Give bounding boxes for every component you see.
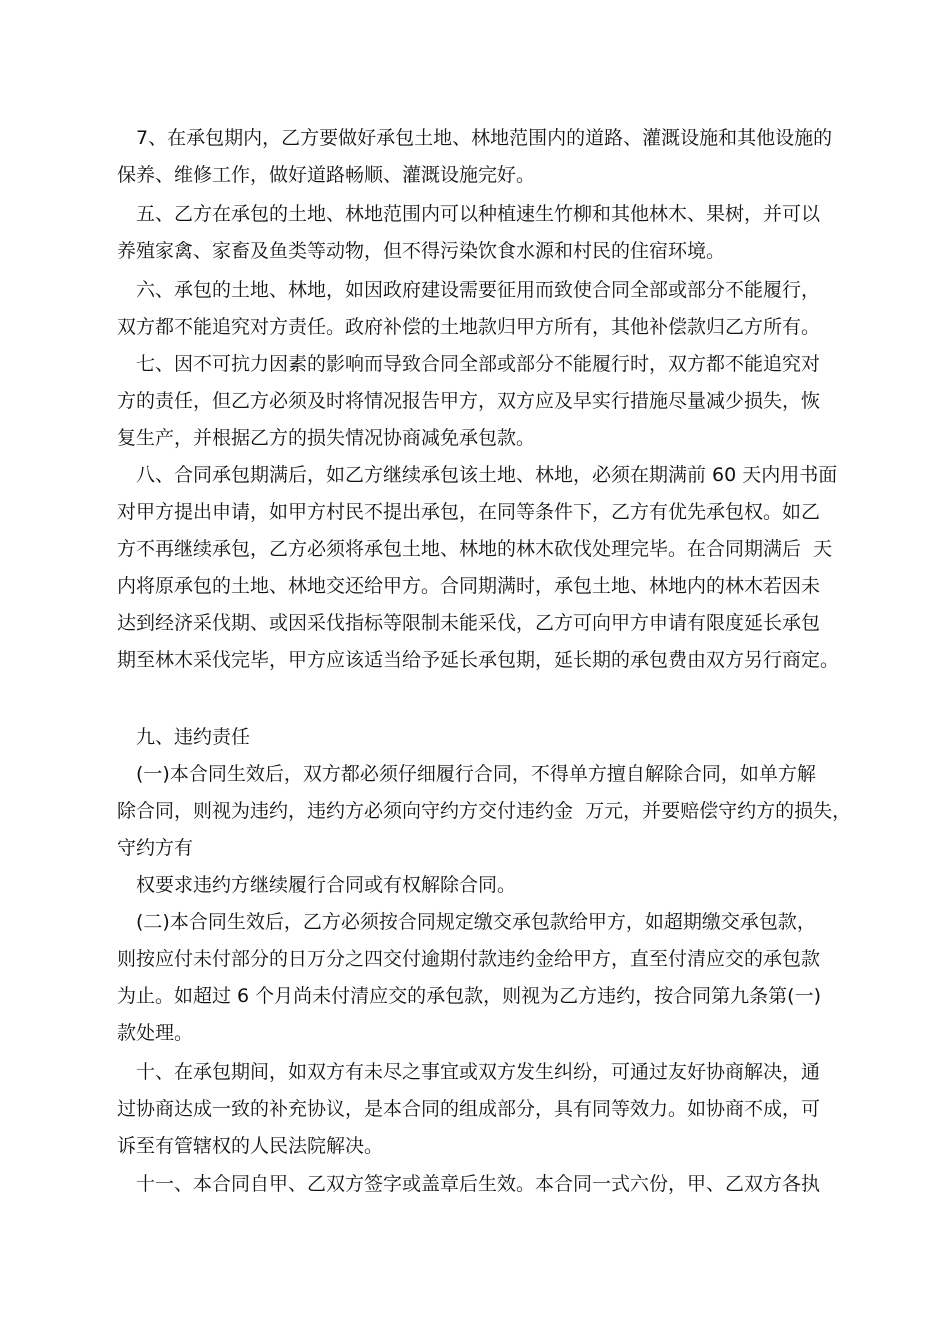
text-line: 十、在承包期间，如双方有未尽之事宜或双方发生纠纷，可通过友好协商解决，通: [136, 1061, 821, 1083]
text-line: 过协商达成一致的补充协议，是本合同的组成部分，具有同等效力。如协商不成，可: [117, 1098, 821, 1120]
text-line: 保养、维修工作，做好道路畅顺、灌溉设施完好。: [117, 164, 536, 186]
text-line: 双方都不能追究对方责任。政府补偿的土地款归甲方所有，其他补偿款归乙方所有。: [117, 316, 821, 338]
text-line: 权要求违约方继续履行合同或有权解除合同。: [136, 874, 517, 896]
text-line: 对甲方提出申请，如甲方村民不提出承包，在同等条件下，乙方有优先承包权。如乙: [117, 501, 821, 523]
text-line: 守约方有: [117, 837, 194, 859]
text-line: 方不再继续承包，乙方必须将承包土地、林地的林木砍伐处理完毕。在合同期满后 天: [117, 538, 833, 560]
text-line: 7、在承包期内，乙方要做好承包土地、林地范围内的道路、灌溉设施和其他设施的: [136, 127, 833, 149]
text-line: 八、合同承包期满后，如乙方继续承包该土地、林地，必须在期满前 60 天内用书面: [136, 464, 838, 486]
text-line: 六、承包的土地、林地，如因政府建设需要征用而致使合同全部或部分不能履行，: [136, 279, 821, 301]
text-line: 期至林木采伐完毕，甲方应该适当给予延长承包期，延长期的承包费由双方另行商定。: [117, 649, 840, 671]
text-line: 诉至有管辖权的人民法院解决。: [117, 1135, 384, 1157]
text-line: 五、乙方在承包的土地、林地范围内可以种植速生竹柳和其他林木、果树，并可以: [136, 203, 821, 225]
text-line: 款处理。: [117, 1022, 194, 1044]
text-line: 内将原承包的土地、林地交还给甲方。合同期满时，承包土地、林地内的林木若因未: [117, 575, 821, 597]
text-line: 除合同，则视为违约，违约方必须向守约方交付违约金 万元，并要赔偿守约方的损失，: [117, 800, 852, 822]
text-line: 为止。如超过 6 个月尚未付清应交的承包款，则视为乙方违约，按合同第九条第(一): [117, 985, 821, 1007]
text-line: 方的责任，但乙方必须及时将情况报告甲方，双方应及早实行措施尽量减少损失，恢: [117, 390, 821, 412]
text-line: 达到经济采伐期、或因采伐指标等限制未能采伐，乙方可向甲方申请有限度延长承包: [117, 612, 821, 634]
text-line: 复生产，并根据乙方的损失情况协商减免承包款。: [117, 427, 536, 449]
text-line: 七、因不可抗力因素的影响而导致合同全部或部分不能履行时，双方都不能追究对: [136, 353, 821, 375]
text-line: 则按应付未付部分的日万分之四交付逾期付款违约金给甲方，直至付清应交的承包款: [117, 948, 821, 970]
text-line: 养殖家禽、家畜及鱼类等动物，但不得污染饮食水源和村民的住宿环境。: [117, 240, 726, 262]
text-line: (一)本合同生效后，双方都必须仔细履行合同，不得单方擅自解除合同，如单方解: [136, 763, 816, 785]
text-line: (二)本合同生效后，乙方必须按合同规定缴交承包款给甲方，如超期缴交承包款，: [136, 911, 816, 933]
section-heading: 九、违约责任: [136, 726, 251, 748]
text-line: 十一、本合同自甲、乙双方签字或盖章后生效。本合同一式六份，甲、乙双方各执: [136, 1173, 821, 1195]
